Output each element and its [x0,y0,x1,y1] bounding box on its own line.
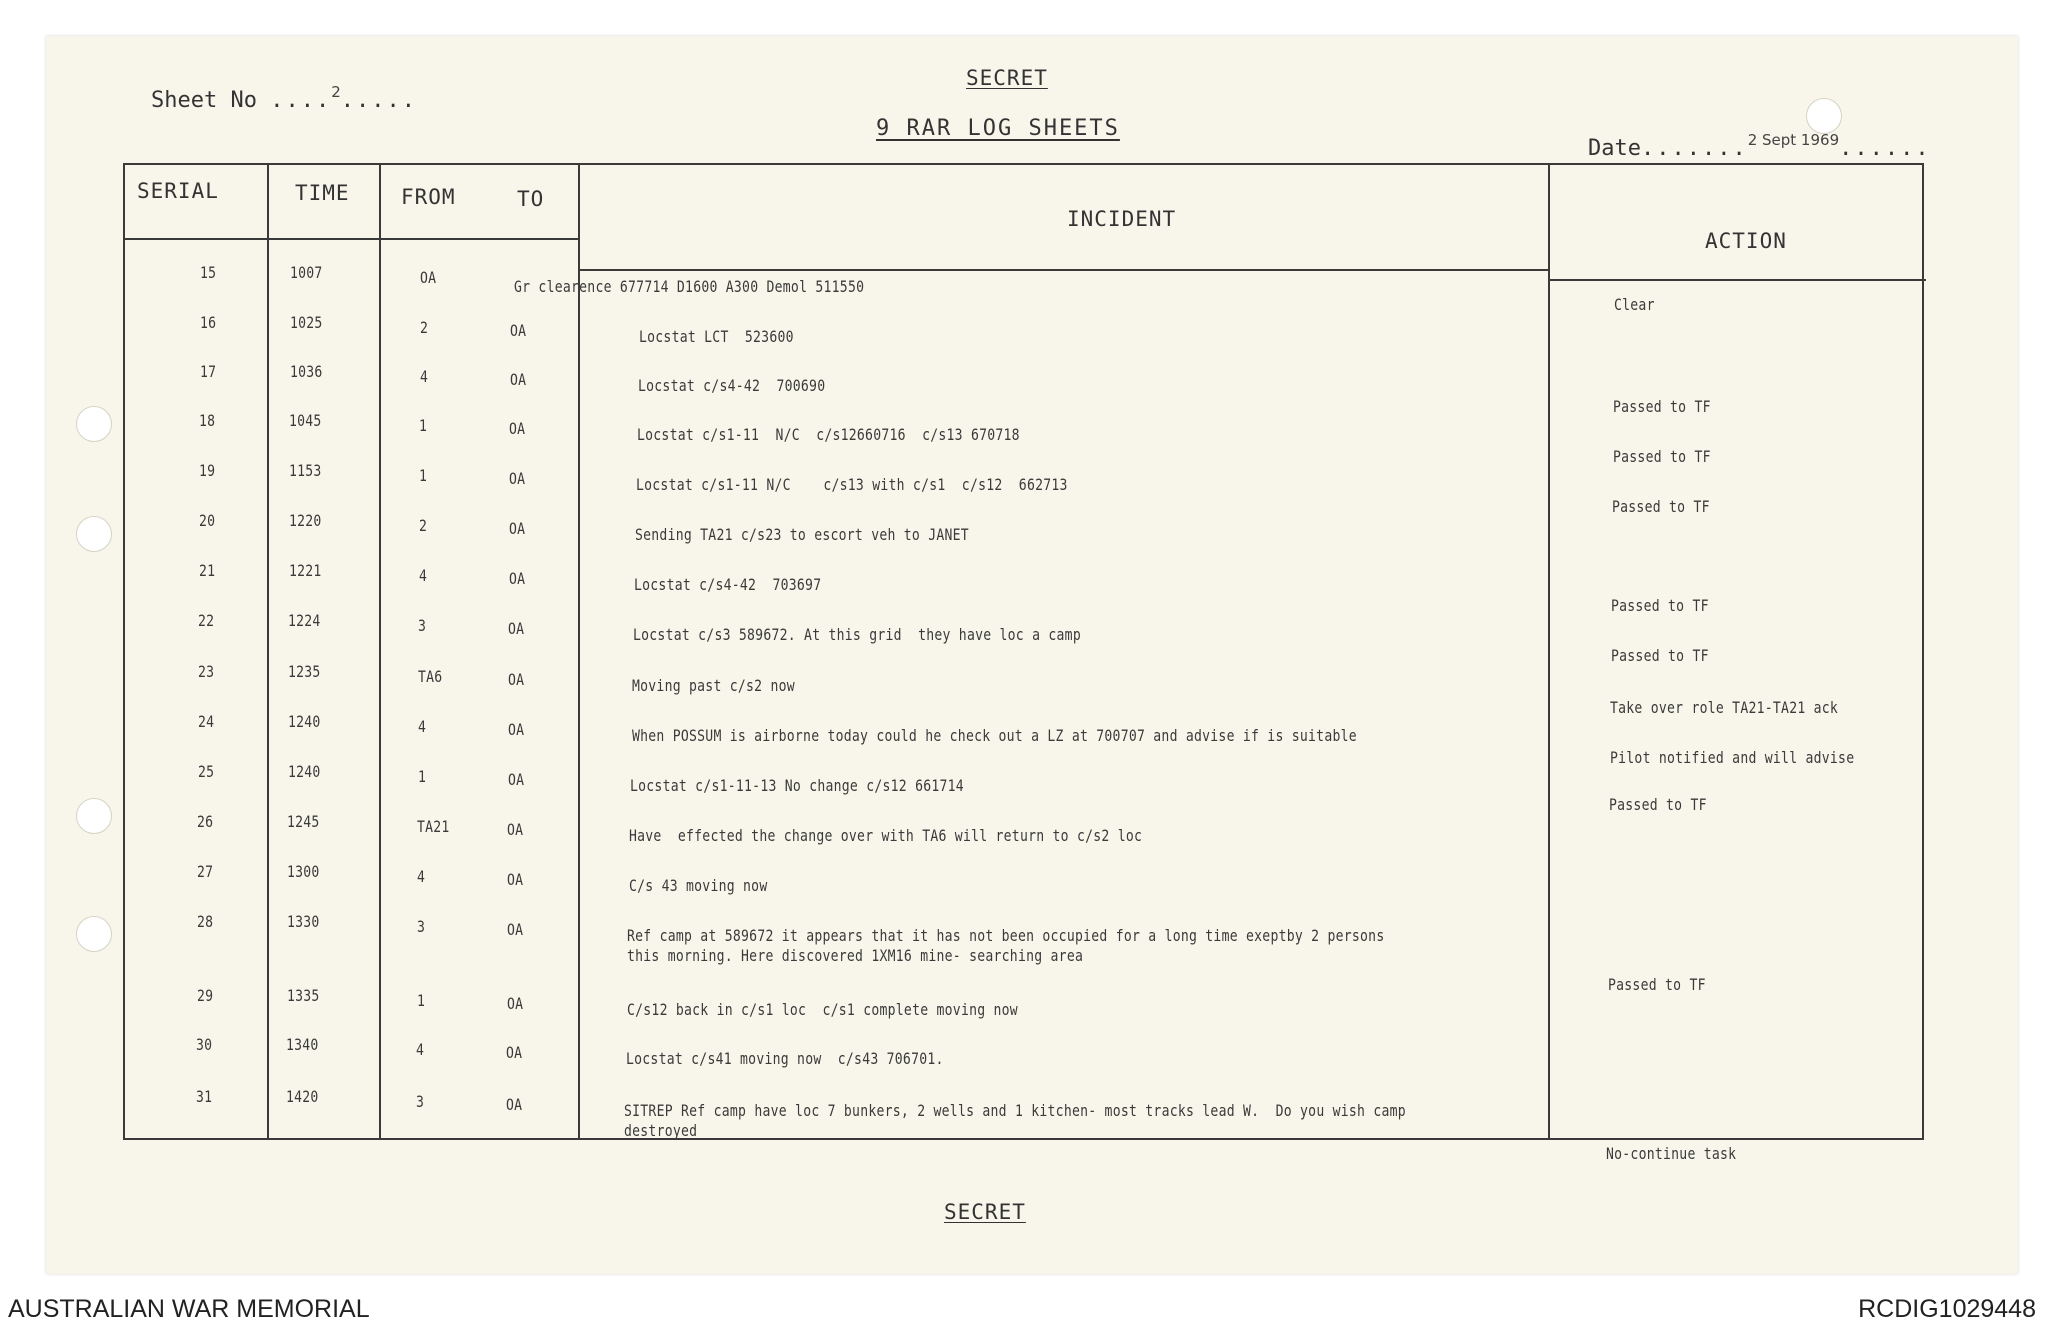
row-serial: 17 [199,362,216,381]
column-header-to: TO [517,187,545,211]
row-incident: When POSSUM is airborne today could he check out a LZ at 700707 and advise if is suitable [631,726,1357,745]
row-time: 1240 [287,762,321,781]
row-from: 1 [417,767,426,786]
row-time: 1240 [287,712,321,731]
archive-footer [0,1293,2048,1331]
row-to: OA [508,569,525,588]
row-to: OA [508,670,525,689]
row-incident: Locstat c/s4-42 703697 [634,575,822,594]
row-to: OA [506,920,524,939]
row-serial: 27 [197,862,214,881]
row-incident: Ref camp at 589672 it appears that it has not been occupied for a long time exeptby 2 persons this morning. Here discovered 1XM16 mine- searching area [627,926,1385,965]
column-header-serial: SERIAL [137,179,219,203]
row-from: 2 [418,516,427,535]
row-time: 1025 [289,313,323,332]
row-from: 4 [416,1040,425,1059]
row-incident: C/s12 back in c/s1 loc c/s1 complete moving now [626,1000,1018,1019]
row-from: 3 [416,917,425,936]
row-incident: SITREP Ref camp have loc 7 bunkers, 2 wells and 1 kitchen- most tracks lead W. Do you wish camp destroyed [624,1101,1407,1140]
row-action: Clear [1614,295,1655,314]
row-serial: 25 [197,762,214,781]
row-from: TA6 [418,667,443,686]
row-incident: Gr clearence 677714 D1600 A300 Demol 511550 [514,277,865,296]
row-serial: 31 [196,1087,213,1106]
row-serial: 28 [196,912,214,931]
row-time: 1245 [287,812,320,831]
punch-hole [1806,98,1842,134]
row-to: OA [506,994,523,1013]
row-time: 1221 [288,561,322,580]
row-action: No-continue task [1606,1144,1737,1163]
row-action: Passed to TF [1613,397,1711,416]
row-to: OA [508,519,526,538]
column-header-from: FROM [401,185,456,209]
row-serial: 16 [199,313,216,332]
row-to: OA [508,619,525,638]
row-incident: Locstat c/s4-42 700690 [638,376,826,395]
row-action: Passed to TF [1610,646,1709,665]
row-from: OA [420,268,437,287]
row-serial: 21 [198,561,215,580]
row-time: 1036 [289,362,323,381]
row-to: OA [506,1095,523,1114]
row-action: Passed to TF [1609,795,1707,814]
row-time: 1235 [288,662,321,681]
date-label: Date [1588,136,1641,161]
row-time: 1300 [287,862,320,881]
row-from: TA21 [417,817,450,836]
row-from: 1 [416,991,425,1010]
sheet-label: Sheet No [151,88,257,113]
row-serial: 22 [198,611,215,630]
row-incident: Locstat c/s41 moving now c/s43 706701. [625,1049,944,1068]
row-action: Take over role TA21-TA21 ack [1610,698,1839,717]
row-serial: 29 [196,986,213,1005]
row-time: 1220 [288,511,322,530]
row-from: 1 [419,416,428,435]
row-serial: 20 [198,511,216,530]
row-action: Pilot notified and will advise [1609,748,1855,767]
date-value: 2 Sept 1969 [1747,131,1840,149]
row-action: Passed to TF [1607,975,1706,994]
row-from: 2 [419,318,428,337]
punch-hole [76,406,112,442]
row-serial: 30 [196,1035,213,1054]
row-to: OA [507,820,524,839]
punch-hole [76,516,112,552]
row-serial: 24 [197,712,215,731]
row-incident: Locstat c/s1-11 N/C c/s12660716 c/s13 670718 [637,425,1020,444]
classification-top: SECRET [966,66,1048,90]
row-incident: Have effected the change over with TA6 will return to c/s2 loc [629,826,1143,845]
row-from: 4 [418,566,427,585]
page-title: 9 RAR LOG SHEETS [876,116,1120,141]
row-incident: C/s 43 moving now [628,876,768,895]
punch-hole [76,916,112,952]
row-serial: 26 [197,812,214,831]
row-time: 1007 [290,263,323,282]
row-to: OA [509,321,526,340]
row-from: 4 [417,867,426,886]
row-serial: 23 [198,662,215,681]
row-to: OA [507,770,524,789]
column-header-incident: INCIDENT [1067,207,1177,231]
row-serial: 19 [199,461,216,480]
row-time: 1420 [286,1087,319,1106]
row-action: Passed to TF [1611,596,1709,615]
row-to: OA [509,419,526,438]
row-time: 1340 [286,1035,319,1054]
row-incident: Moving past c/s2 now [632,676,796,695]
row-serial: 18 [199,411,216,430]
row-time: 1335 [286,986,320,1005]
column-header-time: TIME [295,181,350,205]
row-incident: Locstat c/s3 589672. At this grid they have loc a camp [633,625,1082,644]
row-to: OA [509,370,526,389]
punch-hole [76,798,112,834]
row-time: 1224 [288,611,321,630]
row-to: OA [509,469,526,488]
row-action: Passed to TF [1612,447,1711,466]
row-to: OA [507,870,524,889]
row-action: Passed to TF [1612,497,1710,516]
classification-bottom: SECRET [944,1200,1026,1224]
row-from: 3 [418,616,427,635]
sheet-number-field: Sheet No ....$^2$..... [151,83,417,113]
archive-name: AUSTRALIAN WAR MEMORIAL [8,1295,370,1323]
date-field: Date.......$^{2 Sept 1969}$...... [1588,131,1931,161]
column-header-action: ACTION [1705,229,1787,253]
row-incident: Locstat LCT 523600 [638,327,794,346]
row-from: 4 [419,367,428,386]
row-serial: 15 [200,263,217,282]
row-time: 1045 [289,411,322,430]
row-time: 1330 [286,912,320,931]
row-incident: Locstat c/s1-11 N/C c/s13 with c/s1 c/s12 662713 [636,475,1069,494]
row-from: 1 [419,466,428,485]
row-from: 3 [416,1092,425,1111]
row-time: 1153 [289,461,322,480]
row-incident: Sending TA21 c/s23 to escort veh to JANET [635,525,970,544]
row-incident: Locstat c/s1-11-13 No change c/s12 661714 [630,776,965,795]
archive-id: RCDIG1029448 [1858,1295,2036,1323]
row-to: OA [506,1043,523,1062]
row-to: OA [507,720,525,739]
sheet-number: 2 [331,83,341,101]
row-from: 4 [417,717,427,736]
